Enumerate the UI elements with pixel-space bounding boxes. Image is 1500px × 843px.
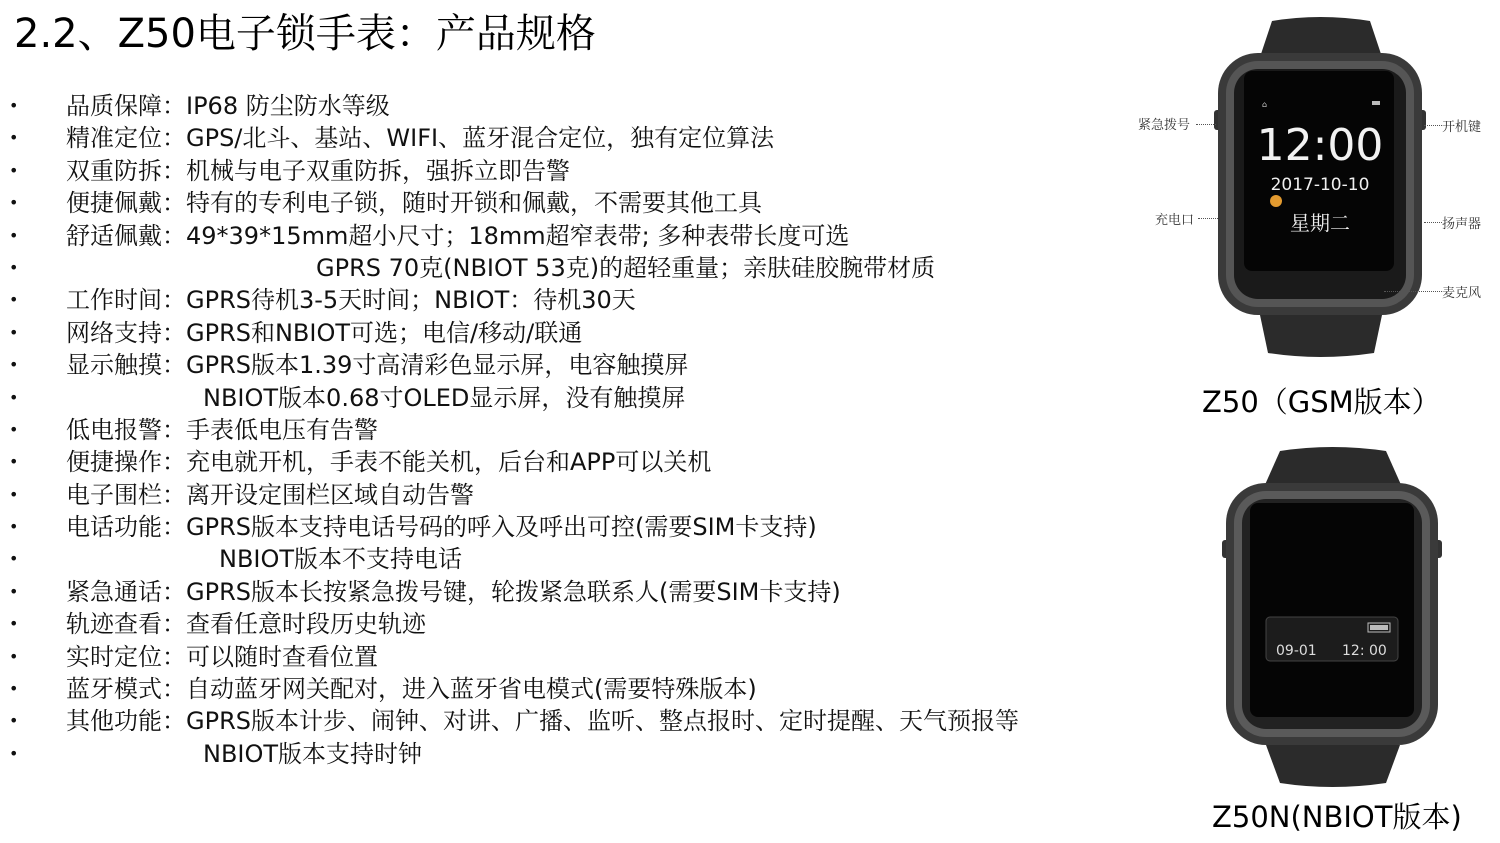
bullet-icon: •	[9, 193, 19, 213]
spec-list	[0, 90, 1150, 770]
spec-colon: ：	[162, 642, 186, 671]
callout-emergency: 紧急拨号	[1138, 118, 1191, 133]
spec-label: 便捷操作	[66, 448, 162, 477]
spec-colon: ：	[162, 480, 186, 509]
z50-caption: Z50（GSM版本）	[1202, 385, 1441, 419]
spec-label: 轨迹查看	[66, 610, 162, 639]
spec-row	[0, 220, 1150, 252]
spec-row	[0, 252, 1150, 284]
spec-colon: ：	[162, 675, 186, 704]
page-title: 2.2、Z50电子锁手表：产品规格	[14, 11, 596, 57]
bullet-icon: •	[9, 614, 19, 634]
callout-power: 开机键	[1442, 120, 1482, 135]
spec-label: 精准定位	[66, 124, 162, 153]
bullet-icon: •	[9, 743, 19, 763]
z50n-caption: Z50N(NBIOT版本)	[1212, 800, 1462, 834]
spec-line	[66, 479, 474, 511]
spec-line	[66, 511, 817, 543]
spec-row	[0, 705, 1150, 737]
spec-line	[66, 705, 1019, 737]
spec-value: 可以随时查看位置	[186, 642, 378, 671]
bullet-icon: •	[9, 387, 19, 407]
bullet-icon: •	[9, 484, 19, 504]
bullet-icon: •	[9, 96, 19, 115]
watch-strap-top	[1264, 447, 1402, 487]
spec-row	[0, 608, 1150, 640]
oled-time: 12: 00	[1342, 643, 1387, 659]
spec-label: 舒适佩戴	[66, 221, 162, 250]
spec-value: 手表低电压有告警	[186, 415, 378, 444]
watch-screen	[1250, 503, 1414, 717]
callout-speaker: 扬声器	[1442, 217, 1482, 232]
spec-line	[66, 673, 757, 705]
spec-value: 机械与电子双重防拆，强拆立即告警	[186, 156, 570, 185]
spec-row	[0, 446, 1150, 478]
spec-line	[66, 122, 774, 154]
spec-line	[66, 220, 849, 252]
spec-row	[0, 349, 1150, 381]
bullet-icon: •	[9, 549, 19, 569]
bullet-icon: •	[9, 257, 19, 277]
spec-colon: ：	[162, 610, 186, 639]
bullet-icon: •	[9, 290, 19, 310]
spec-row	[0, 673, 1150, 705]
spec-label: 显示触摸	[66, 351, 162, 380]
oled-date: 09-01	[1276, 643, 1317, 659]
watch-weekday: 星期二	[1290, 211, 1350, 235]
spec-colon: ：	[162, 577, 186, 606]
spec-value: GPRS和NBIOT可选；电信/移动/联通	[186, 318, 583, 347]
spec-continuation: NBIOT版本不支持电话	[219, 545, 463, 574]
spec-continuation: GPRS 70克(NBIOT 53克)的超轻重量；亲肤硅胶腕带材质	[316, 253, 936, 282]
bullet-icon: •	[9, 581, 19, 601]
spec-colon: ：	[162, 124, 186, 153]
spec-label: 电话功能	[66, 513, 162, 542]
spec-value: 特有的专利电子锁，随时开锁和佩戴，不需要其他工具	[186, 189, 762, 218]
watch-date: 2017-10-10	[1270, 175, 1370, 195]
spec-row	[0, 543, 1150, 575]
spec-line	[66, 576, 841, 608]
spec-line	[66, 608, 426, 640]
spec-value: GPRS版本支持电话号码的呼入及呼出可控(需要SIM卡支持)	[186, 513, 817, 542]
spec-colon: ：	[162, 415, 186, 444]
spec-colon: ：	[162, 92, 186, 120]
spec-row	[0, 90, 1150, 122]
spec-label: 网络支持	[66, 318, 162, 347]
spec-label: 双重防拆	[66, 156, 162, 185]
callout-charge: 充电口	[1155, 213, 1195, 228]
spec-colon: ：	[162, 318, 186, 347]
spec-value: 自动蓝牙网关配对，进入蓝牙省电模式(需要特殊版本)	[186, 675, 757, 704]
spec-label: 其他功能	[66, 707, 162, 736]
spec-row	[0, 414, 1150, 446]
bullet-icon: •	[9, 419, 19, 439]
bullet-icon: •	[9, 160, 19, 180]
spec-line	[66, 414, 378, 446]
spec-row	[0, 187, 1150, 219]
spec-colon: ：	[162, 351, 186, 380]
bullet-icon: •	[9, 711, 19, 731]
spec-label: 电子围栏	[66, 480, 162, 509]
callout-mic: 麦克风	[1442, 286, 1482, 301]
spec-row	[0, 738, 1150, 770]
spec-row	[0, 122, 1150, 154]
spec-colon: ：	[162, 156, 186, 185]
spec-value: 离开设定围栏区域自动告警	[186, 480, 474, 509]
spec-line	[66, 284, 636, 316]
spec-colon: ：	[162, 448, 186, 477]
spec-line	[66, 349, 688, 381]
spec-line	[66, 317, 582, 349]
spec-row	[0, 641, 1150, 673]
spec-label: 紧急通话	[66, 577, 162, 606]
spec-value: IP68 防尘防水等级	[186, 92, 390, 120]
spec-colon: ：	[162, 189, 186, 218]
spec-label: 低电报警	[66, 415, 162, 444]
spec-label: 蓝牙模式	[66, 675, 162, 704]
watch-strap-top	[1260, 17, 1382, 57]
spec-row	[0, 479, 1150, 511]
spec-value: GPRS版本1.39寸高清彩色显示屏，电容触摸屏	[186, 351, 689, 380]
bullet-icon: •	[9, 517, 19, 537]
spec-label: 便捷佩戴	[66, 189, 162, 218]
bullet-icon: •	[9, 355, 19, 375]
watch-time: 12:00	[1256, 120, 1384, 171]
spec-value: GPRS待机3-5天时间；NBIOT：待机30天	[186, 286, 636, 315]
bullet-icon: •	[9, 646, 19, 666]
spec-colon: ：	[162, 286, 186, 315]
spec-value: 49*39*15mm超小尺寸；18mm超窄表带; 多种表带长度可选	[186, 221, 850, 250]
spec-line	[66, 641, 378, 673]
spec-value: GPRS版本计步、闹钟、对讲、广播、监听、整点报时、定时提醒、天气预报等	[186, 707, 1019, 736]
spec-row	[0, 155, 1150, 187]
spec-value: 充电就开机，手表不能关机，后台和APP可以关机	[186, 448, 712, 477]
spec-value: 查看任意时段历史轨迹	[186, 610, 426, 639]
spec-line	[66, 446, 711, 478]
spec-continuation: NBIOT版本支持时钟	[203, 739, 423, 768]
spec-colon: ：	[162, 221, 186, 250]
watch-strap-bottom	[1260, 315, 1382, 357]
spec-label: 实时定位	[66, 642, 162, 671]
bullet-icon: •	[9, 452, 19, 472]
spec-line	[66, 187, 762, 219]
spec-line	[66, 90, 390, 122]
watch-strap-bottom	[1266, 745, 1400, 787]
spec-value: GPRS版本长按紧急拨号键，轮拨紧急联系人(需要SIM卡支持)	[186, 577, 841, 606]
spec-continuation: NBIOT版本0.68寸OLED显示屏，没有触摸屏	[203, 383, 686, 412]
spec-row	[0, 511, 1150, 543]
spec-row	[0, 317, 1150, 349]
spec-label: 工作时间	[66, 286, 162, 315]
svg-text:⌂: ⌂	[1262, 100, 1268, 109]
spec-row	[0, 576, 1150, 608]
spec-label: 品质保障	[66, 92, 162, 120]
status-dot	[1270, 195, 1282, 207]
bullet-icon: •	[9, 225, 19, 245]
bullet-icon: •	[9, 322, 19, 342]
spec-colon: ：	[162, 707, 186, 736]
z50-watch-image	[1210, 15, 1430, 360]
bullet-icon: •	[9, 679, 19, 699]
bullet-icon: •	[9, 128, 19, 148]
z50n-watch-image	[1222, 445, 1442, 790]
spec-colon: ：	[162, 513, 186, 542]
spec-value: GPS/北斗、基站、WIFI、蓝牙混合定位，独有定位算法	[186, 124, 775, 153]
spec-row	[0, 382, 1150, 414]
spec-line	[66, 155, 570, 187]
spec-row	[0, 284, 1150, 316]
